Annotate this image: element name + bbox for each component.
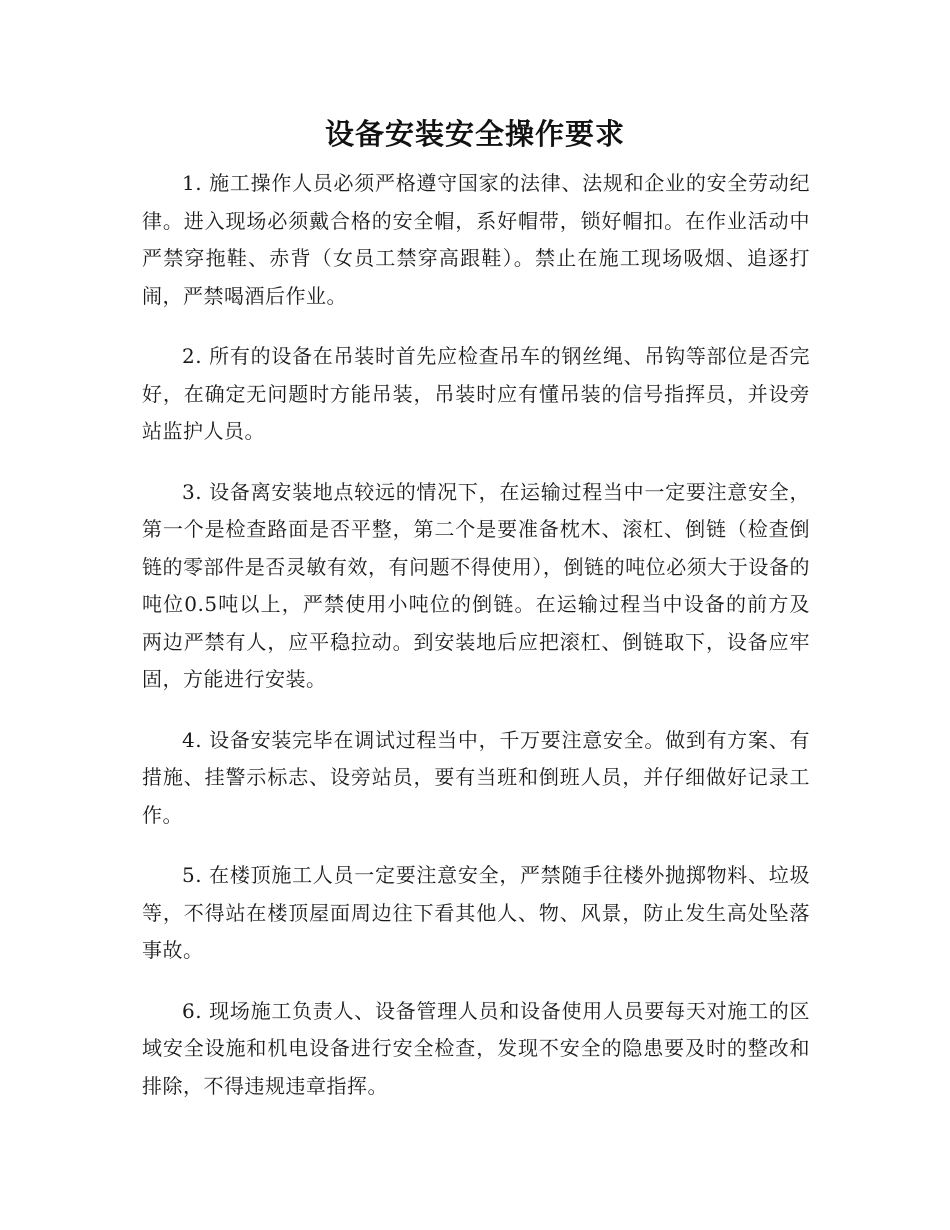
paragraph-2: 2. 所有的设备在吊装时首先应检查吊车的钢丝绳、吊钩等部位是否完好，在确定无问题时方能吊装，吊装时应有懂吊装的信号指挥员，并设旁站监护人员。 [142, 344, 810, 443]
paragraph-6: 6. 现场施工负责人、设备管理人员和设备使用人员要每天对施工的区域安全设施和机电设备进行安全检查，发现不安全的隐患要及时的整改和排除，不得违规违章指挥。 [142, 998, 810, 1098]
paragraph-1: 1. 施工操作人员必须严格遵守国家的法律、法规和企业的安全劳动纪律。进入现场必须戴合格的安全帽，系好帽带，锁好帽扣。在作业活动中严禁穿拖鞋、赤背（女员工禁穿高跟鞋）。禁止在施工现场吸烟、追逐打闹，严禁喝酒后作业。 [142, 171, 810, 308]
paragraph-3: 3. 设备离安装地点较远的情况下，在运输过程当中一定要注意安全，第一个是检查路面是否平整，第二个是要准备枕木、滚杠、倒链（检查倒链的零部件是否灵敏有效，有问题不得使用），倒链的吨位必须大于设备的吨位0.5吨以上，严禁使用小吨位的倒链。在运输过程当中设备的前方及两边严禁有人，应平稳拉动。到安装地后应把滚杠、倒链取下，设备应牢固，方能进行安装。 [142, 479, 810, 691]
document-body [142, 165, 810, 1128]
paragraph-5: 5. 在楼顶施工人员一定要注意安全，严禁随手往楼外抛掷物料、垃圾等，不得站在楼顶屋面周边往下看其他人、物、风景，防止发生高处坠落事故。 [142, 863, 810, 962]
document-title: 设备安装安全操作要求 [324, 117, 625, 151]
paragraph-4: 4. 设备安装完毕在调试过程当中，千万要注意安全。做到有方案、有措施、挂警示标志、设旁站员，要有当班和倒班人员，并仔细做好记录工作。 [142, 727, 810, 827]
